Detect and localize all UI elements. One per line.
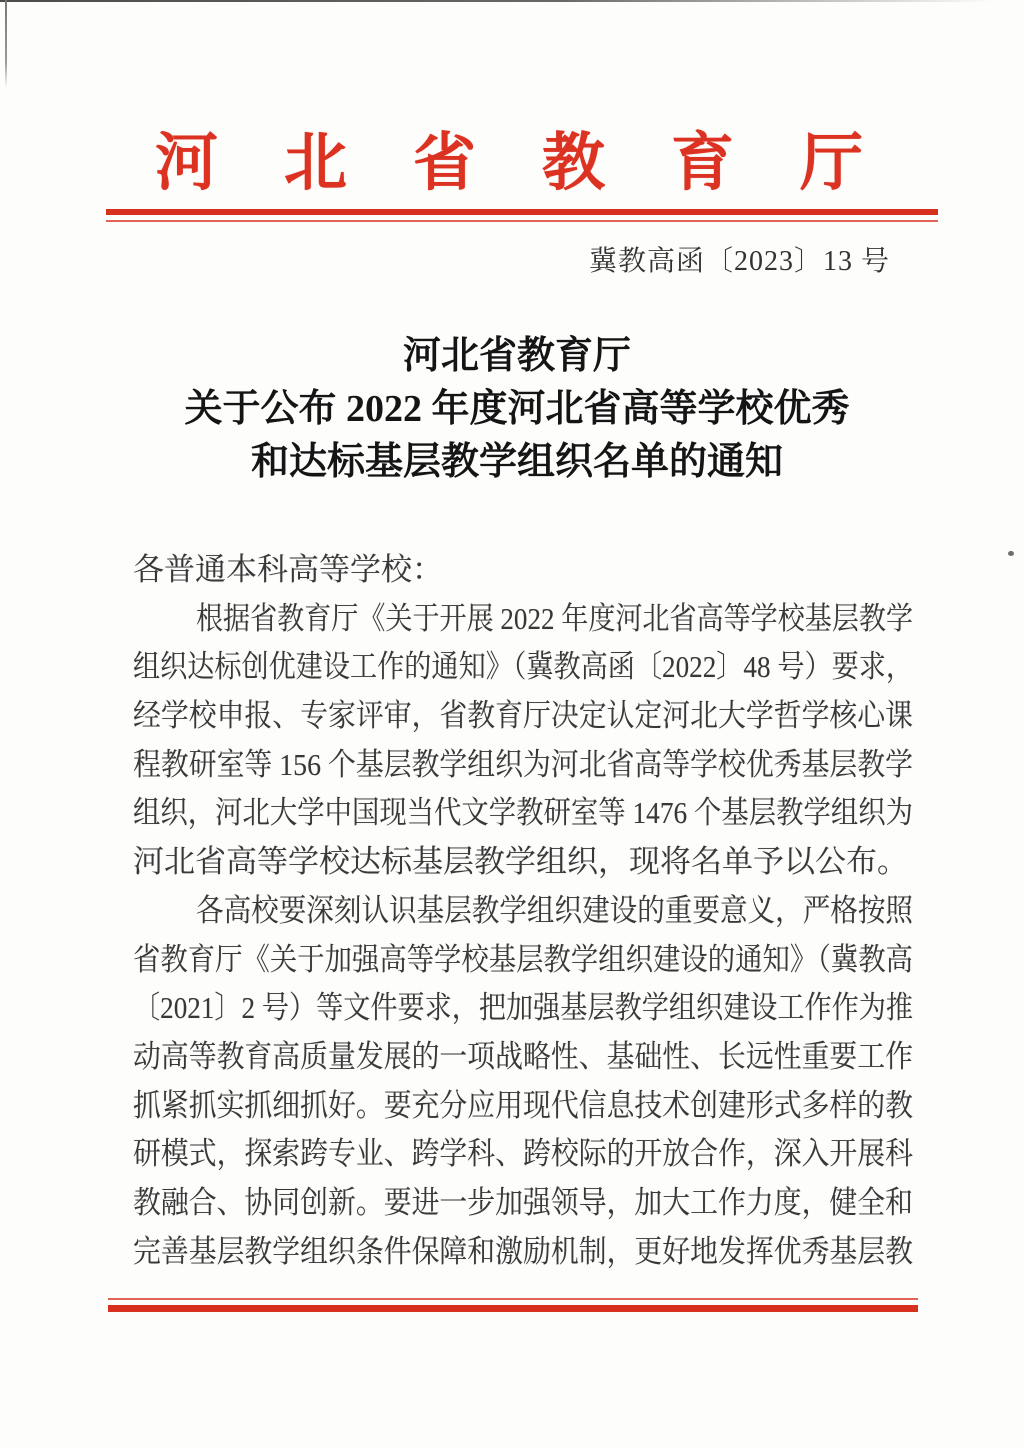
body-line: 完善基层教学组织条件保障和激励机制，更好地发挥优秀基层教 <box>133 1233 913 1269</box>
body-line: 各高校要深刻认识基层教学组织建设的重要意义，严格按照 <box>196 892 913 928</box>
body-line: 研模式，探索跨专业、跨学科、跨校际的开放合作，深入开展科 <box>133 1136 913 1172</box>
scan-speck <box>1008 551 1014 556</box>
notice-title-line-3: 和达标基层教学组织名单的通知 <box>250 441 783 483</box>
body-line: 程教研室等 156 个基层教学组织为河北省高等学校优秀基层教学 <box>133 746 913 782</box>
body-line: 动高等教育高质量发展的一项战略性、基础性、长远性重要工作 <box>133 1038 913 1074</box>
body-line: 组织，河北大学中国现当代文学教研室等 1476 个基层教学组织为 <box>133 795 913 831</box>
document-number: 冀教高函〔2023〕13 号 <box>588 246 890 277</box>
body-line: 河北省高等学校达标基层教学组织，现将名单予以公布。 <box>133 844 908 880</box>
body-line: 组织达标创优建设工作的通知》（冀教高函〔2022〕48 号）要求， <box>133 649 913 685</box>
document-body <box>133 546 915 1276</box>
body-line: 根据省教育厅《关于开展 2022 年度河北省高等学校基层教学 <box>196 600 913 636</box>
body-line: 省教育厅《关于加强高等学校基层教学组织建设的通知》（冀教高 <box>133 941 913 977</box>
notice-title-line-2: 关于公布 2022 年度河北省高等学校优秀 <box>184 388 850 430</box>
scan-edge-top-artifact <box>0 0 1014 2</box>
letterhead-agency-name: 河北省教育厅 <box>155 128 929 198</box>
notice-title-line-1: 河北省教育厅 <box>402 335 631 377</box>
body-line: 教融合、协同创新。要进一步加强领导，加大工作力度，健全和 <box>133 1184 913 1220</box>
body-line: 抓紧抓实抓细抓好。要充分应用现代信息技术创建形式多样的教 <box>133 1087 913 1123</box>
letterhead-rule-thick <box>106 209 938 215</box>
footer-rule-thick <box>108 1305 918 1312</box>
salutation-line: 各普通本科高等学校： <box>133 552 443 587</box>
notice-title <box>10 330 1024 489</box>
footer-rule-thin <box>108 1298 918 1300</box>
scan-edge-left-artifact <box>5 0 7 88</box>
body-line: 经学校申报、专家评审，省教育厅决定认定河北大学哲学核心课 <box>133 698 913 734</box>
body-line: 〔2021〕2 号）等文件要求，把加强基层教学组织建设工作作为推 <box>133 990 913 1026</box>
letterhead-rule-thin <box>106 220 938 222</box>
